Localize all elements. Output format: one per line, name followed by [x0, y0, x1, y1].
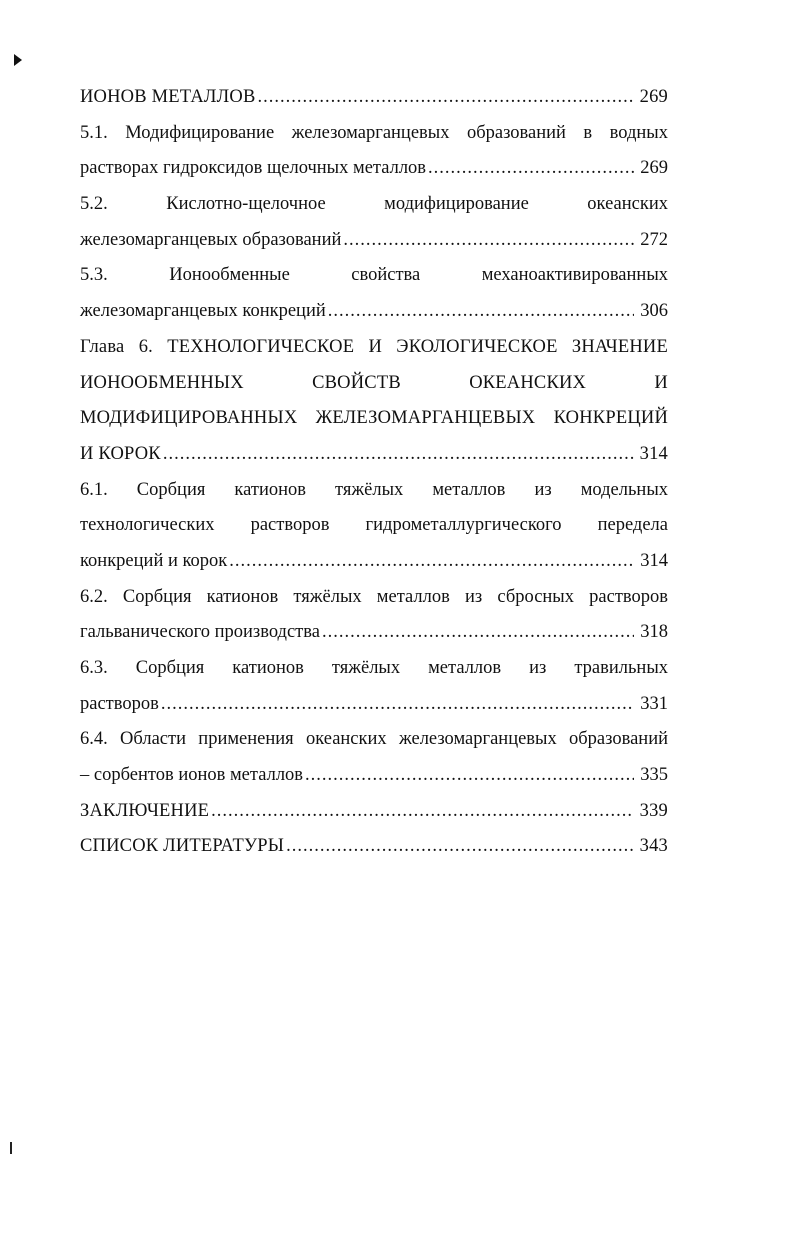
toc-entry-title-cont: гальванического производства [80, 622, 320, 643]
table-of-contents [80, 80, 668, 865]
toc-page-number: 269 [640, 158, 668, 179]
toc-line [80, 437, 668, 473]
toc-entry-title: 5.3. Ионообменные свойства механоактивированных [80, 265, 668, 286]
toc-entry-title-cont: – сорбентов ионов металлов [80, 765, 304, 786]
toc-entry [80, 829, 668, 865]
toc-leader-dots [286, 829, 634, 865]
toc-entry-title: СПИСОК ЛИТЕРАТУРЫ [80, 836, 285, 857]
toc-page-number: 335 [640, 765, 668, 786]
toc-entry [80, 80, 668, 116]
toc-page-number: 318 [640, 622, 668, 643]
toc-entry-title-cont: И КОРОК [80, 443, 161, 464]
toc-page-number: 343 [639, 836, 668, 857]
toc-chapter-entry [80, 330, 668, 473]
toc-leader-dots [322, 615, 634, 651]
toc-leader-dots [229, 544, 634, 580]
toc-entry-title-cont: растворах гидроксидов щелочных металлов [80, 158, 427, 179]
toc-line [80, 294, 668, 330]
toc-entry [80, 794, 668, 830]
toc-line [80, 794, 668, 830]
toc-leader-dots [305, 758, 634, 794]
toc-line [80, 758, 668, 794]
toc-page-number: 314 [640, 550, 668, 571]
toc-line [80, 151, 668, 187]
toc-line [80, 687, 668, 723]
toc-page-number: 269 [639, 87, 668, 107]
toc-leader-dots [161, 687, 634, 723]
toc-entry-title-cont: ИОНООБМЕННЫХ СВОЙСТВ ОКЕАНСКИХ И [80, 372, 668, 393]
toc-page-number: 314 [639, 443, 668, 464]
page-marker-arrow [14, 54, 22, 66]
toc-entry [80, 473, 668, 580]
toc-line [80, 615, 668, 651]
toc-leader-dots [428, 151, 634, 187]
toc-entry-title-cont: технологических растворов гидрометаллургического передела [80, 515, 668, 536]
toc-entry-title: ИОНОВ МЕТАЛЛОВ [80, 87, 256, 107]
toc-entry-title-cont: железомарганцевых образований [80, 229, 342, 250]
scan-mark [10, 1142, 12, 1154]
toc-page-number: 339 [639, 800, 668, 821]
toc-page-number: 272 [640, 229, 668, 250]
toc-page-number: 306 [640, 301, 668, 322]
toc-page-number: 331 [640, 693, 668, 714]
toc-entry-title-cont: МОДИФИЦИРОВАННЫХ ЖЕЛЕЗОМАРГАНЦЕВЫХ КОНКРЕЦИЙ [80, 408, 668, 429]
toc-entry-title: 6.2. Сорбция катионов тяжёлых металлов из сбросных растворов [80, 586, 668, 607]
toc-line [80, 829, 668, 865]
toc-leader-dots [163, 437, 634, 473]
toc-entry-title-cont: железомарганцевых конкреций [80, 301, 326, 322]
toc-entry-title: 5.2. Кислотно-щелочное модифицирование океанских [80, 194, 668, 215]
toc-leader-dots [328, 294, 634, 330]
toc-leader-dots [258, 80, 635, 116]
toc-leader-dots [343, 223, 634, 259]
toc-entry [80, 651, 668, 722]
toc-entry [80, 258, 668, 329]
toc-entry-title: 6.1. Сорбция катионов тяжёлых металлов из модельных [80, 479, 668, 500]
toc-entry-title-cont: конкреций и корок [80, 550, 228, 571]
toc-entry [80, 580, 668, 651]
toc-entry [80, 116, 668, 187]
toc-entry-title-cont: растворов [80, 693, 159, 714]
toc-line [80, 544, 668, 580]
toc-entry [80, 722, 668, 793]
toc-entry [80, 187, 668, 258]
toc-entry-title: 5.1. Модифицирование железомарганцевых образований в водных [80, 122, 668, 143]
toc-entry-title: Глава 6. ТЕХНОЛОГИЧЕСКОЕ И ЭКОЛОГИЧЕСКОЕ ЗНАЧЕНИЕ [80, 336, 668, 357]
toc-entry-title: 6.4. Области применения океанских железомарганцевых образований [80, 729, 668, 750]
toc-line [80, 80, 668, 116]
toc-entry-title: ЗАКЛЮЧЕНИЕ [80, 800, 210, 821]
toc-leader-dots [211, 794, 634, 830]
toc-entry-title: 6.3. Сорбция катионов тяжёлых металлов из травильных [80, 658, 668, 678]
toc-line [80, 223, 668, 259]
